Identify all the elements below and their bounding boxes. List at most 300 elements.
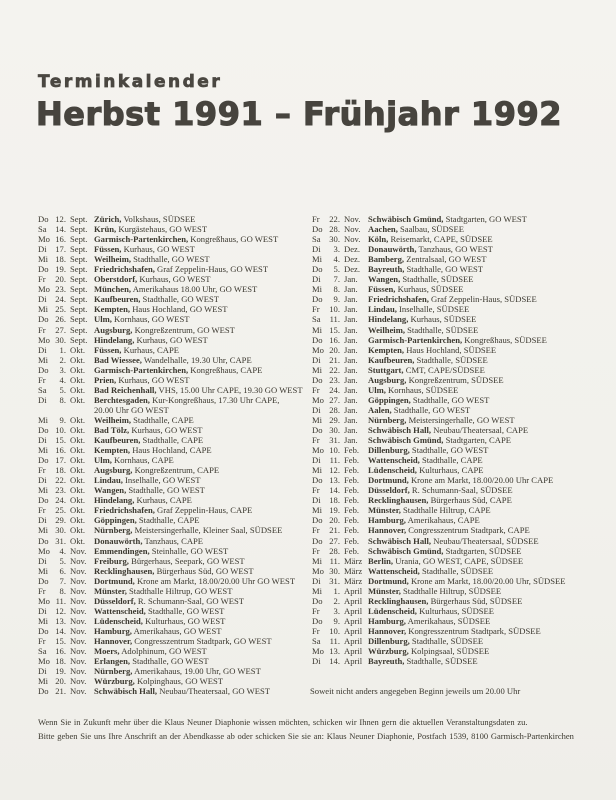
month: Feb. xyxy=(344,445,360,456)
month: März xyxy=(344,565,363,576)
month: Okt. xyxy=(70,344,86,355)
day-number: 1. xyxy=(333,585,340,596)
month: Okt. xyxy=(70,384,86,395)
event-text: Friedrichshafen, Graf Zeppelin-Haus, CAPE xyxy=(94,505,253,516)
city-name: Dillenburg, xyxy=(368,635,410,646)
weekday: Mi xyxy=(312,414,323,425)
schedule-row xyxy=(312,425,612,435)
month: Dez. xyxy=(344,254,360,265)
day-number: 26. xyxy=(55,314,66,325)
month: Sept. xyxy=(70,244,88,255)
schedule-row xyxy=(312,314,612,324)
day-number: 18. xyxy=(55,465,66,476)
month: Okt. xyxy=(70,394,86,405)
event-text: Würzburg, Kolpingsaal, SÜDSEE xyxy=(368,646,490,657)
weekday: Fr xyxy=(312,485,320,496)
event-text: Dortmund, Krone am Markt, 18.00/20.00 Uhr, SÜDSEE xyxy=(368,575,566,586)
event-text: Weilheim, Stadthalle, SÜDSEE xyxy=(368,324,479,335)
city-name: Aachen, xyxy=(368,224,398,235)
event-text: Wangen, Stadthalle, SÜDSEE xyxy=(368,274,474,285)
city-name: Moers, xyxy=(94,646,120,657)
event-text: Wangen, Stadthalle, GO WEST xyxy=(94,485,205,496)
schedule-row xyxy=(38,395,312,405)
weekday: Mi xyxy=(312,505,323,516)
weekday: Fr xyxy=(38,585,46,596)
month: Sept. xyxy=(70,304,88,315)
month: Jan. xyxy=(344,344,358,355)
weekday: Mi xyxy=(38,525,49,536)
event-text: Erlangen, Stadthalle, GO WEST xyxy=(94,656,209,667)
event-text: Düsseldorf, R. Schumann-Saal, SÜDSEE xyxy=(368,485,513,496)
event-text: Kempten, Haus Hochland, CAPE xyxy=(94,445,212,456)
weekday: Fr xyxy=(312,384,320,395)
month: Feb. xyxy=(344,465,360,476)
day-number: 3. xyxy=(333,605,340,616)
weekday: Sa xyxy=(38,646,47,657)
weekday: Mo xyxy=(312,344,324,355)
event-text: Schwäbisch Gmünd, Stadtgarten, SÜDSEE xyxy=(368,545,522,556)
weekday: Fr xyxy=(38,274,46,285)
event-text: München, Amerikahaus 18.00 Uhr, GO WEST xyxy=(94,284,258,295)
city-name: Stuttgart, xyxy=(368,364,404,375)
month: April xyxy=(344,635,363,646)
weekday: Sa xyxy=(312,234,321,245)
weekday: Sa xyxy=(312,314,321,325)
month: Feb. xyxy=(344,475,360,486)
event-text: Wattenscheid, Stadthalle, SÜDSEE xyxy=(368,565,494,576)
day-number: 28. xyxy=(329,404,340,415)
city-name: Schwäbisch Hall, xyxy=(368,424,432,435)
city-name: Kaufbeuren, xyxy=(94,435,141,446)
event-text: Augsburg, Kongreßzentrum, GO WEST xyxy=(94,324,235,335)
footer-line-1: Wenn Sie in Zukunft mehr über die Klaus Neuner Diaphonie wissen möchten, schicken wir Ihnen gern die aktuellen Veranstaltungsdaten zu. xyxy=(38,717,528,727)
schedule-row xyxy=(38,606,312,616)
weekday: Fr xyxy=(312,214,320,224)
day-number: 7. xyxy=(333,274,340,285)
city-name: Weilheim, xyxy=(94,414,131,425)
event-text: Bad Tölz, Kurhaus, GO WEST xyxy=(94,424,203,435)
city-name: Würzburg, xyxy=(368,646,409,657)
city-name: Bamberg, xyxy=(368,254,405,265)
schedule-row xyxy=(38,616,312,626)
month: Okt. xyxy=(70,414,86,425)
weekday: Do xyxy=(312,264,323,275)
month: Jan. xyxy=(344,424,358,435)
schedule-row xyxy=(38,375,312,385)
city-name: Nürnberg, xyxy=(94,525,133,536)
day-number: 20. xyxy=(55,676,66,687)
city-name: Hannover, xyxy=(368,525,407,536)
event-text: Lindau, Inselhalle, GO WEST xyxy=(94,475,201,486)
event-text: Bayreuth, Stadthalle, SÜDSEE xyxy=(368,656,478,667)
schedule-row xyxy=(38,556,312,566)
schedule-row xyxy=(38,264,312,274)
event-text: Lüdenscheid, Kulturhaus, SÜDSEE xyxy=(368,605,495,616)
city-name: Berlin, xyxy=(368,555,394,566)
footer xyxy=(38,716,598,744)
city-name: Dillenburg, xyxy=(368,445,410,456)
month: Nov. xyxy=(70,656,87,667)
event-text: Garmisch-Partenkirchen, Kongreßhaus, GO WEST xyxy=(94,234,279,245)
day-number: 12. xyxy=(55,605,66,616)
weekday: Fr xyxy=(38,324,46,335)
day-number: 20. xyxy=(55,274,66,285)
month: Okt. xyxy=(70,485,86,496)
schedule-row xyxy=(38,686,312,696)
schedule-row xyxy=(312,566,612,576)
month: Okt. xyxy=(70,364,86,375)
month: Okt. xyxy=(70,354,86,365)
event-text: Bamberg, Zentralsaal, GO WEST xyxy=(368,254,487,265)
city-name: Bad Reichenhall, xyxy=(94,384,157,395)
weekday: Di xyxy=(312,244,321,255)
schedule-row xyxy=(312,224,612,234)
city-name: Kaufbeuren, xyxy=(94,294,141,305)
city-name: Recklinghausen, xyxy=(368,495,429,506)
day-number: 3. xyxy=(59,364,66,375)
schedule-row xyxy=(312,304,612,314)
day-number: 15. xyxy=(329,324,340,335)
city-name: Lüdenscheid, xyxy=(94,615,143,626)
day-number: 5. xyxy=(333,264,340,275)
month: Feb. xyxy=(344,455,360,466)
schedule-row xyxy=(312,495,612,505)
city-name: Recklinghausen, xyxy=(368,595,429,606)
weekday: Fr xyxy=(312,545,320,556)
schedule-row xyxy=(38,415,312,425)
city-name: Göppingen, xyxy=(368,394,411,405)
day-number: 10. xyxy=(329,304,340,315)
weekday: Mo xyxy=(38,545,50,556)
schedule-row xyxy=(312,656,612,666)
city-name: Füssen, xyxy=(94,244,122,255)
schedule-row xyxy=(312,525,612,535)
weekday: Di xyxy=(312,495,321,506)
weekday: Mi xyxy=(38,414,49,425)
event-text: Prien, Kurhaus, GO WEST xyxy=(94,374,190,385)
schedule-row xyxy=(38,314,312,324)
city-name: Hannover, xyxy=(368,625,407,636)
month: Okt. xyxy=(70,465,86,476)
day-number: 25. xyxy=(55,304,66,315)
event-text: Kaufbeuren, Stadthalle, CAPE xyxy=(94,435,204,446)
day-number: 30. xyxy=(55,525,66,536)
day-number: 11. xyxy=(55,595,66,606)
schedule-row xyxy=(312,325,612,335)
event-text: Bad Reichenhall, VHS, 15.00 Uhr CAPE, 19.30 GO WEST xyxy=(94,384,303,395)
day-number: 27. xyxy=(329,535,340,546)
schedule-row xyxy=(38,576,312,586)
weekday: Di xyxy=(38,555,47,566)
event-text: Schwäbisch Gmünd, Stadtgarten, CAPE xyxy=(368,435,512,446)
event-text: Schwäbisch Hall, Neubau/Theatersaal, CAPE xyxy=(368,424,529,435)
month: Dez. xyxy=(344,244,360,255)
schedule-row xyxy=(312,455,612,465)
event-text: Göppingen, Stadthalle, GO WEST xyxy=(368,394,490,405)
event-text: Hannover, Congresszentrum Stadtpark, GO WEST xyxy=(94,635,272,646)
schedule-row xyxy=(312,626,612,636)
event-text: Füssen, Kurhaus, CAPE xyxy=(94,344,179,355)
schedule-row xyxy=(38,445,312,455)
month: Nov. xyxy=(70,646,87,657)
schedule-row xyxy=(38,304,312,314)
month: Sept. xyxy=(70,254,88,265)
schedule-row xyxy=(38,455,312,465)
weekday: Mi xyxy=(312,284,323,295)
city-name: Schwäbisch Gmünd, xyxy=(368,214,444,224)
day-number: 29. xyxy=(55,515,66,526)
weekday: Fr xyxy=(38,374,46,385)
day-number: 16. xyxy=(55,646,66,657)
day-number: 13. xyxy=(55,615,66,626)
schedule-row xyxy=(312,214,612,224)
weekday: Fr xyxy=(312,605,320,616)
month: Okt. xyxy=(70,475,86,486)
day-number: 15. xyxy=(55,435,66,446)
city-name: Bad Tölz, xyxy=(94,424,130,435)
day-number: 29. xyxy=(329,414,340,425)
schedule-row xyxy=(312,606,612,616)
month: Sept. xyxy=(70,324,88,335)
month: Sept. xyxy=(70,334,88,345)
schedule-row xyxy=(312,234,612,244)
event-text: Dortmund, Krone am Markt, 18.00/20.00 Uhr GO WEST xyxy=(94,575,296,586)
day-number: 14. xyxy=(55,224,66,235)
day-number: 30. xyxy=(329,424,340,435)
city-name: Bayreuth, xyxy=(368,656,405,667)
day-number: 5. xyxy=(59,384,66,395)
city-name: Göppingen, xyxy=(94,515,137,526)
schedule-row xyxy=(312,264,612,274)
city-name: München, xyxy=(94,284,132,295)
event-text: Hindelang, Kurhaus, CAPE xyxy=(94,495,192,506)
month: Feb. xyxy=(344,535,360,546)
city-name: Recklinghausen, xyxy=(94,565,155,576)
city-name: Garmisch-Partenkirchen, xyxy=(368,334,463,345)
schedule-row xyxy=(38,536,312,546)
schedule-row xyxy=(38,365,312,375)
schedule-row xyxy=(312,515,612,525)
weekday: Do xyxy=(312,535,323,546)
city-name: Garmisch-Partenkirchen, xyxy=(94,364,189,375)
month: Sept. xyxy=(70,224,88,235)
weekday: Mi xyxy=(38,565,49,576)
city-name: Bayreuth, xyxy=(368,264,405,275)
day-number: 13. xyxy=(329,646,340,657)
schedule-row xyxy=(312,335,612,345)
weekday: Mi xyxy=(312,324,323,335)
weekday: Mo xyxy=(312,394,324,405)
month: Sept. xyxy=(70,214,88,224)
weekday: Mo xyxy=(38,234,50,245)
weekday: Di xyxy=(312,274,321,285)
schedule-row xyxy=(38,546,312,556)
month: Jan. xyxy=(344,404,358,415)
weekday: Di xyxy=(38,394,47,405)
month: Nov. xyxy=(70,585,87,596)
event-text: Hamburg, Amerikahaus, CAPE xyxy=(368,515,480,526)
day-number: 10. xyxy=(55,424,66,435)
event-text: Kempten, Haus Hochland, SÜDSEE xyxy=(368,344,497,355)
schedule-row xyxy=(38,224,312,234)
weekday: Mi xyxy=(38,485,49,496)
weekday: Fr xyxy=(38,465,46,476)
schedule-row xyxy=(312,636,612,646)
event-text: Dillenburg, Stadthalle, GO WEST xyxy=(368,445,489,456)
month: Feb. xyxy=(344,485,360,496)
weekday: Do xyxy=(38,575,49,586)
month: April xyxy=(344,625,363,636)
weekday: Mi xyxy=(312,465,323,476)
schedule-row xyxy=(312,274,612,284)
city-name: Berchtesgaden, xyxy=(94,394,150,405)
weekday: Di xyxy=(38,294,47,305)
city-name: Münster, xyxy=(94,585,127,596)
weekday: Do xyxy=(312,615,323,626)
day-number: 17. xyxy=(55,244,66,255)
city-name: Zürich, xyxy=(94,214,122,224)
schedule-row xyxy=(38,656,312,666)
weekday: Di xyxy=(38,244,47,255)
day-number: 2. xyxy=(59,354,66,365)
city-name: Augsburg, xyxy=(94,324,133,335)
event-text: Weilheim, Stadthalle, CAPE xyxy=(94,414,194,425)
schedule-row xyxy=(312,616,612,626)
month: März xyxy=(344,575,363,586)
schedule-row xyxy=(312,415,612,425)
schedule-row xyxy=(38,294,312,304)
schedule-row xyxy=(312,254,612,264)
event-text: Münster, Stadthalle Hiltrup, SÜDSEE xyxy=(368,585,502,596)
event-text: Nürnberg, Amerikahaus, 19.00 Uhr, GO WEST xyxy=(94,666,261,677)
schedule-row xyxy=(38,525,312,535)
weekday: Di xyxy=(38,475,47,486)
event-text: Recklinghausen, Bürgerhaus Süd, CAPE xyxy=(368,495,512,506)
day-number: 4. xyxy=(333,254,340,265)
weekday: Mo xyxy=(38,284,50,295)
month: Sept. xyxy=(70,284,88,295)
city-name: Freiburg, xyxy=(94,555,129,566)
day-number: 31. xyxy=(329,575,340,586)
schedule-row xyxy=(312,405,612,415)
weekday: Mi xyxy=(312,364,323,375)
day-number: 28. xyxy=(329,224,340,235)
month: Okt. xyxy=(70,495,86,506)
weekday: Mi xyxy=(38,304,49,315)
event-text: Füssen, Kurhaus, SÜDSEE xyxy=(368,284,464,295)
event-text: Würzburg, Kolpinghaus, GO WEST xyxy=(94,676,223,687)
month: Okt. xyxy=(70,374,86,385)
month: Feb. xyxy=(344,545,360,556)
city-name: Wangen, xyxy=(368,274,401,285)
schedule-row xyxy=(38,325,312,335)
month: Feb. xyxy=(344,515,360,526)
month: Okt. xyxy=(70,535,86,546)
city-name: Nürnberg, xyxy=(368,414,407,425)
month: April xyxy=(344,585,363,596)
month: Nov. xyxy=(70,605,87,616)
day-number: 22. xyxy=(329,214,340,224)
month: April xyxy=(344,595,363,606)
month: Nov. xyxy=(344,214,361,224)
event-text: Oberstdorf, Kurhaus, GO WEST xyxy=(94,274,211,285)
month: Nov. xyxy=(70,666,87,677)
city-name: Aalen, xyxy=(368,404,392,415)
weekday: Fr xyxy=(312,525,320,536)
schedule-row xyxy=(38,586,312,596)
schedule-row xyxy=(38,465,312,475)
event-text: Nürnberg, Meistersingerhalle, GO WEST xyxy=(368,414,515,425)
event-text: Düsseldorf, R. Schumann-Saal, GO WEST xyxy=(94,595,244,606)
city-name: Prien, xyxy=(94,374,117,385)
day-number: 11. xyxy=(329,555,340,566)
schedule-row xyxy=(38,254,312,264)
city-name: Münster, xyxy=(368,585,401,596)
weekday: Fr xyxy=(312,304,320,315)
month: Okt. xyxy=(70,525,86,536)
month: April xyxy=(344,656,363,667)
day-number: 14. xyxy=(329,656,340,667)
month: Okt. xyxy=(70,445,86,456)
day-number: 19. xyxy=(55,264,66,275)
weekday: Di xyxy=(312,404,321,415)
day-number: 23. xyxy=(329,374,340,385)
day-number: 16. xyxy=(55,234,66,245)
weekday: Di xyxy=(312,455,321,466)
day-number: 22. xyxy=(55,475,66,486)
event-text: Wattenscheid, Stadthalle, CAPE xyxy=(368,455,483,466)
event-text: Moers, Adolphinum, GO WEST xyxy=(94,646,207,657)
event-text: Zürich, Volkshaus, SÜDSEE xyxy=(94,214,196,224)
event-text: Schwäbisch Hall, Neubau/Theatersaal, GO WEST xyxy=(94,686,270,697)
event-text: Bayreuth, Stadthalle, GO WEST xyxy=(368,264,483,275)
schedule-column-left xyxy=(38,214,312,696)
event-text: Hindelang, Kurhaus, GO WEST xyxy=(94,334,208,345)
day-number: 2. xyxy=(333,595,340,606)
day-number: 8. xyxy=(59,585,66,596)
city-name: Oberstdorf, xyxy=(94,274,138,285)
weekday: Mo xyxy=(312,565,324,576)
day-number: 31. xyxy=(55,535,66,546)
weekday: Do xyxy=(312,334,323,345)
page-title-kicker: Terminkalender xyxy=(38,72,223,92)
city-name: Lüdenscheid, xyxy=(368,605,417,616)
city-name: Wattenscheid, xyxy=(94,605,146,616)
city-name: Schwäbisch Gmünd, xyxy=(368,545,444,556)
day-number: 25. xyxy=(55,505,66,516)
schedule-row xyxy=(38,566,312,576)
day-number: 9. xyxy=(333,294,340,305)
event-text: Stuttgart, CMT, CAPE/SÜDSEE xyxy=(368,364,485,375)
schedule-row xyxy=(312,365,612,375)
schedule-row xyxy=(38,355,312,365)
event-text: Lüdenscheid, Kulturhaus, GO WEST xyxy=(94,615,226,626)
weekday: Do xyxy=(312,224,323,235)
weekday: Do xyxy=(38,535,49,546)
default-time-note: Soweit nicht anders angegeben Beginn jeweils um 20.00 Uhr xyxy=(310,686,521,696)
month: Jan. xyxy=(344,334,358,345)
event-text: Münster, Stadthalle Hiltrup, CAPE xyxy=(368,505,491,516)
event-text: Recklinghausen, Bürgerhaus Süd, GO WEST xyxy=(94,565,254,576)
day-number: 9. xyxy=(59,414,66,425)
city-name: Hannover, xyxy=(94,635,133,646)
schedule-row xyxy=(38,244,312,254)
day-number: 23. xyxy=(55,485,66,496)
event-text: Hamburg, Amerikahaus, GO WEST xyxy=(94,625,222,636)
schedule-row xyxy=(312,375,612,385)
month: Nov. xyxy=(344,234,361,245)
day-number: 30. xyxy=(55,334,66,345)
